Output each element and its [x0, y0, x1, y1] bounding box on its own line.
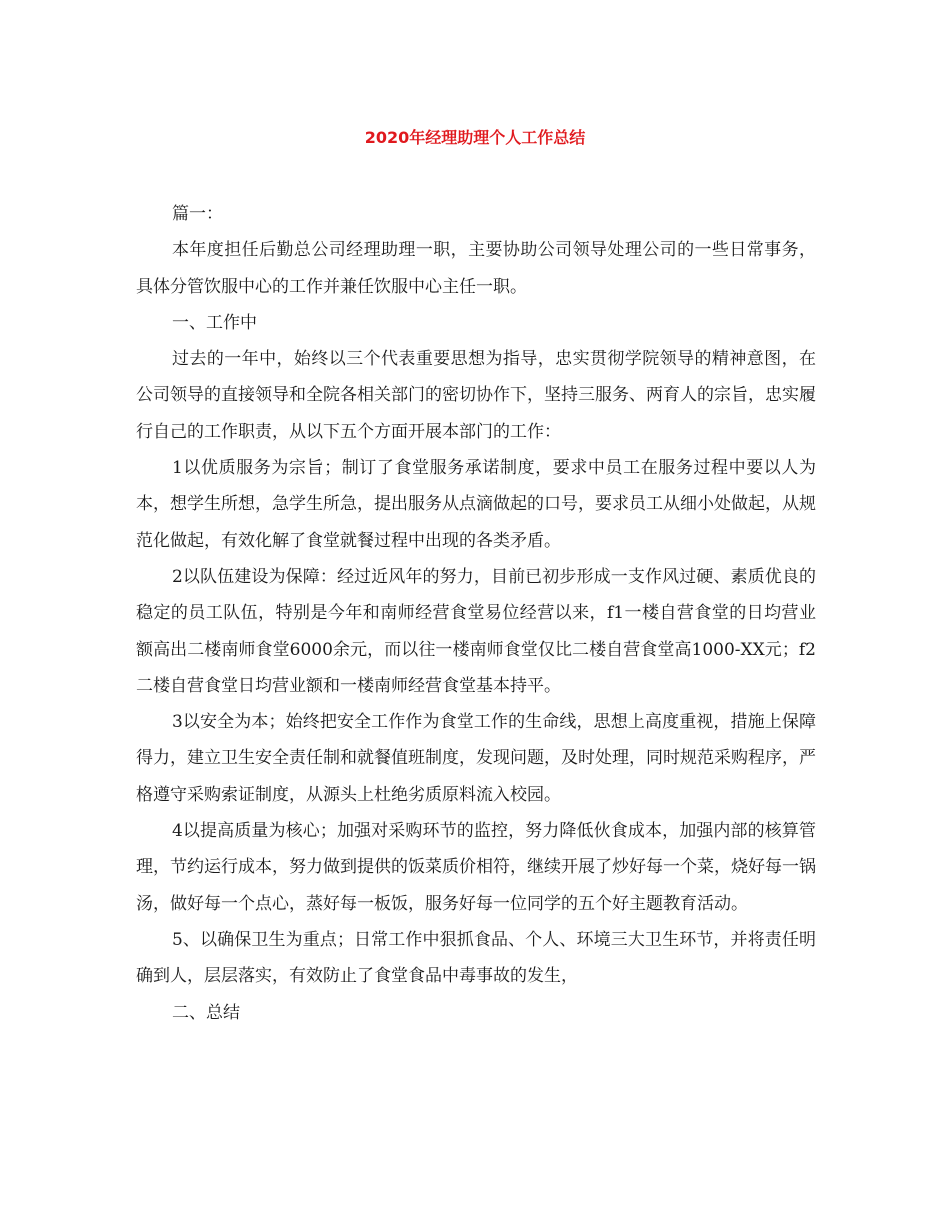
document-body [136, 196, 816, 1031]
heading-work: 一、工作中 [172, 312, 257, 333]
paragraph-point-2: 2以队伍建设为保障：经过近风年的努力，目前已初步形成一支作风过硬、素质优良的稳定的员工队伍，特别是今年和南师经营食堂易位经营以来，f1一楼自营食堂的日均营业额高出二楼南师食堂6000余元，而以往一楼南师食堂仅比二楼自营食堂高1000-XX元；f2二楼自营食堂日均营业额和一楼南师经营食堂基本持平。 [136, 566, 816, 696]
paragraph-overview: 过去的一年中，始终以三个代表重要思想为指导，忠实贯彻学院领导的精神意图，在公司领导的直接领导和全院各相关部门的密切协作下，坚持三服务、两育人的宗旨，忠实履行自己的工作职责，从以下五个方面开展本部门的工作： [136, 349, 816, 442]
document-title: 2020年经理助理个人工作总结 [364, 128, 586, 147]
paragraph-point-1: 1以优质服务为宗旨；制订了食堂服务承诺制度，要求中员工在服务过程中要以人为本，想学生所想，急学生所急，提出服务从点滴做起的口号，要求员工从细小处做起，从规范化做起，有效化解了食堂就餐过程中出现的各类矛盾。 [136, 458, 816, 551]
paragraph-point-3: 3以安全为本；始终把安全工作作为食堂工作的生命线，思想上高度重视，措施上保障得力，建立卫生安全责任制和就餐值班制度，发现问题，及时处理，同时规范采购程序，严格遵守采购索证制度，从源头上杜绝劣质原料流入校园。 [136, 712, 816, 805]
paragraph-point-5: 5、以确保卫生为重点；日常工作中狠抓食品、个人、环境三大卫生环节，并将责任明确到人，层层落实，有效防止了食堂食品中毒事故的发生， [136, 929, 816, 987]
paragraph-point-4: 4以提高质量为核心；加强对采购环节的监控，努力降低伙食成本，加强内部的核算管理，节约运行成本，努力做到提供的饭菜质价相符，继续开展了炒好每一个菜，烧好每一锅汤，做好每一个点心，蒸好每一板饭，服务好每一位同学的五个好主题教育活动。 [136, 821, 816, 914]
paragraph-intro: 本年度担任后勤总公司经理助理一职，主要协助公司领导处理公司的一些日常事务，具体分管饮服中心的工作并兼任饮服中心主任一职。 [136, 240, 816, 297]
paragraph-section-label: 篇一： [172, 204, 223, 224]
heading-summary: 二、总结 [172, 1002, 240, 1023]
